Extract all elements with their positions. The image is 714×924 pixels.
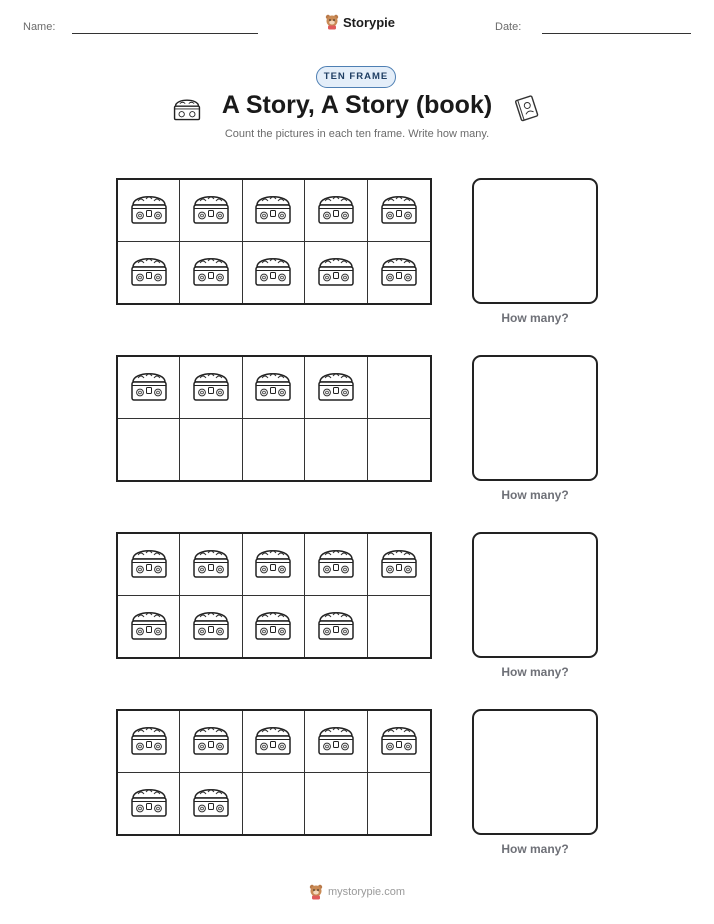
treasure-chest-icon [129,367,169,408]
frame-cell [305,596,367,658]
treasure-chest-icon [253,721,293,762]
frame-cell [305,773,367,835]
treasure-chest-icon [379,190,419,231]
treasure-chest-icon [191,252,231,293]
treasure-chest-icon [191,544,231,585]
treasure-chest-icon [129,783,169,824]
frame-cell [243,534,305,596]
frame-cell [305,357,367,419]
frame-cell [180,596,242,658]
frame-cell [118,534,180,596]
storybook-icon [510,93,542,123]
frame-cell [243,357,305,419]
treasure-chest-icon [379,544,419,585]
treasure-chest-icon [316,544,356,585]
frame-cell [118,180,180,242]
frame-cell [368,534,430,596]
treasure-chest-icon [129,606,169,647]
ten-frame-4 [116,709,432,836]
treasure-chest-icon [129,190,169,231]
frame-cell [180,711,242,773]
frame-cell [368,773,430,835]
frame-cell [305,242,367,304]
treasure-chest-icon [129,544,169,585]
treasure-chest-icon [316,367,356,408]
answer-box-4[interactable] [472,709,598,835]
frame-cell [118,711,180,773]
frame-cell [305,711,367,773]
frame-cell [305,419,367,481]
frame-cell [118,773,180,835]
frame-cell [118,419,180,481]
frame-cell [368,180,430,242]
frame-cell [180,357,242,419]
treasure-chest-icon [253,544,293,585]
frame-cell [180,773,242,835]
frame-cell [243,711,305,773]
frame-cell [243,419,305,481]
treasure-chest-icon [129,721,169,762]
brand-name: Storypie [343,14,396,30]
treasure-chest-icon [191,367,231,408]
instructions: Count the pictures in each ten frame. Write how many. [224,128,490,140]
treasure-chest-icon [316,190,356,231]
brand-logo [325,14,395,30]
date-label: Date: [495,21,522,33]
frame-cell [305,534,367,596]
frame-cell [243,242,305,304]
how-many-label-2: How many? [501,488,569,502]
frame-cell [368,419,430,481]
frame-cell [180,419,242,481]
frame-cell [118,357,180,419]
frame-cell [368,711,430,773]
treasure-chest-icon [316,721,356,762]
frame-cell [180,180,242,242]
treasure-chest-icon [191,190,231,231]
how-many-label-3: How many? [501,665,569,679]
frame-cell [368,242,430,304]
treasure-chest-icon [253,606,293,647]
treasure-chest-icon [191,606,231,647]
footer [0,884,714,900]
footer-url: mystorypie.com [327,886,406,898]
how-many-label-4: How many? [501,842,569,856]
date-line[interactable] [542,33,691,34]
page-title: A Story, A Story (book) [221,91,493,119]
frame-cell [118,242,180,304]
ten-frame-3 [116,532,432,659]
treasure-chest-icon [253,252,293,293]
treasure-chest-icon [191,721,231,762]
name-label: Name: [23,21,56,33]
bear-mascot-icon [309,884,323,900]
frame-cell [368,357,430,419]
frame-cell [368,596,430,658]
treasure-chest-icon [316,252,356,293]
answer-box-3[interactable] [472,532,598,658]
treasure-chest-icon [379,252,419,293]
frame-cell [180,534,242,596]
frame-cell [243,180,305,242]
treasure-chest-icon [379,721,419,762]
name-line[interactable] [72,33,258,34]
frame-cell [243,773,305,835]
treasure-chest-icon [129,252,169,293]
frame-cell [180,242,242,304]
treasure-chest-icon [253,190,293,231]
ten-frame-2 [116,355,432,482]
treasure-chest-icon [316,606,356,647]
frame-cell [118,596,180,658]
treasure-chest-icon [191,783,231,824]
ten-frame-badge: TEN FRAME [316,66,396,88]
how-many-label-1: How many? [501,311,569,325]
answer-box-1[interactable] [472,178,598,304]
treasure-chest-icon [253,367,293,408]
answer-box-2[interactable] [472,355,598,481]
frame-cell [305,180,367,242]
ten-frame-1 [116,178,432,305]
frame-cell [243,596,305,658]
bear-mascot-icon [325,14,339,30]
